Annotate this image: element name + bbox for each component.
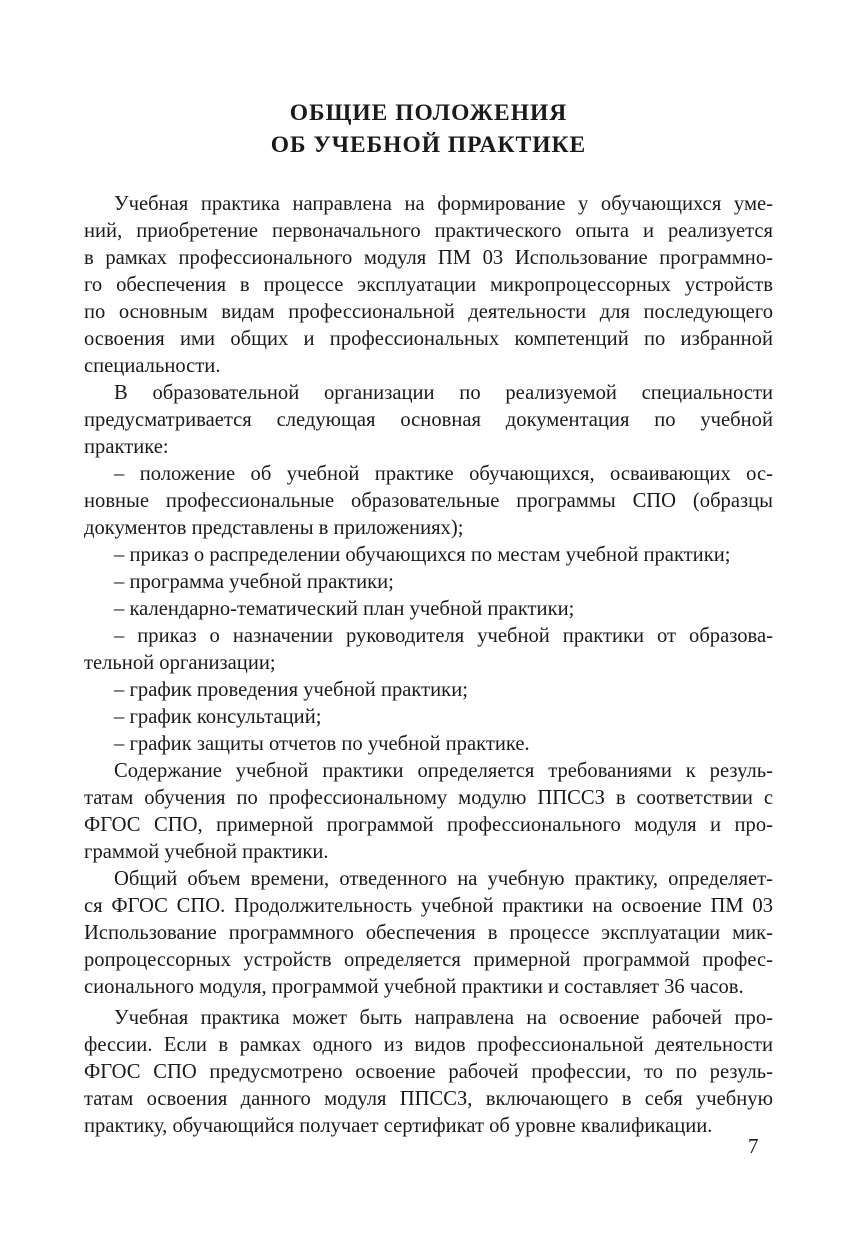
- text-line: го обеспечения в процессе эксплуатации микропроцессорных устройств: [84, 274, 773, 296]
- page-number: 7: [748, 1134, 759, 1158]
- list-item: [84, 596, 773, 623]
- text-line: Общий объем времени, отведенного на учебную практику, определяет-: [114, 868, 773, 890]
- list-item: [84, 677, 773, 704]
- text-line: – приказ о назначении руководителя учебной практики от образова-: [114, 625, 773, 647]
- page-title: [0, 97, 857, 161]
- text-line: – график проведения учебной практики;: [114, 679, 468, 701]
- text-line: тельной организации;: [84, 652, 276, 674]
- text-line: Учебная практика может быть направлена на освоение рабочей про-: [114, 1007, 773, 1029]
- text-line: – положение об учебной практике обучающихся, осваивающих ос-: [114, 463, 773, 485]
- text-line: Содержание учебной практики определяется требованиями к резуль-: [114, 760, 773, 782]
- list-item: [84, 704, 773, 731]
- text-line: – календарно-тематический план учебной практики;: [114, 598, 575, 620]
- text-line: ся ФГОС СПО. Продолжительность учебной практики на освоение ПМ 03: [84, 895, 773, 917]
- list-item: [84, 623, 773, 677]
- text-line: предусматривается следующая основная документация по учебной: [84, 409, 773, 431]
- text-line: в рамках профессионального модуля ПМ 03 Использование программно-: [84, 247, 773, 269]
- list-item: [84, 461, 773, 542]
- list-item: [84, 569, 773, 596]
- text-line: ний, приобретение первоначального практического опыта и реализуется: [84, 220, 773, 242]
- text-line: Использование программного обеспечения в процессе эксплуатации мик-: [84, 922, 773, 944]
- text-line: граммой учебной практики.: [84, 841, 329, 863]
- paragraph: [84, 191, 773, 380]
- text-line: сионального модуля, программой учебной практики и составляет 36 часов.: [84, 976, 744, 998]
- text-line: ФГОС СПО, примерной программой профессионального модуля и про-: [84, 814, 773, 836]
- paragraph: [84, 758, 773, 866]
- list-item: [84, 731, 773, 758]
- text-line: ФГОС СПО предусмотрено освоение рабочей профессии, то по резуль-: [84, 1061, 773, 1083]
- text-line: татам освоения данного модуля ППССЗ, включающего в себя учебную: [84, 1088, 773, 1110]
- text-line: фессии. Если в рамках одного из видов профессиональной деятельности: [84, 1034, 773, 1056]
- paragraph: [84, 1005, 773, 1140]
- text-line: документов представлены в приложениях);: [84, 517, 464, 539]
- text-line: практике:: [84, 436, 169, 458]
- text-line: Учебная практика направлена на формирование у обучающихся уме-: [114, 193, 773, 215]
- list-item: [84, 542, 773, 569]
- text-line: практику, обучающийся получает сертификат об уровне квалификации.: [84, 1115, 713, 1137]
- title-line-2: ОБ УЧЕБНОЙ ПРАКТИКЕ: [270, 132, 587, 158]
- text-line: В образовательной организации по реализуемой специальности: [114, 382, 773, 404]
- text-line: – график защиты отчетов по учебной практике.: [114, 733, 530, 755]
- text-line: татам обучения по профессиональному модулю ППССЗ в соответствии с: [84, 787, 773, 809]
- body-text: [84, 191, 773, 1140]
- title-line-1: ОБЩИЕ ПОЛОЖЕНИЯ: [289, 100, 568, 126]
- text-line: по основным видам профессиональной деятельности для последующего: [84, 301, 773, 323]
- text-line: – приказ о распределении обучающихся по местам учебной практики;: [114, 544, 731, 566]
- text-line: – график консультаций;: [114, 706, 322, 728]
- text-line: новные профессиональные образовательные программы СПО (образцы: [84, 490, 773, 512]
- text-line: ропроцессорных устройств определяется примерной программой профес-: [84, 949, 773, 971]
- text-line: специальности.: [84, 355, 221, 377]
- text-line: освоения ими общих и профессиональных компетенций по избранной: [84, 328, 773, 350]
- paragraph: [84, 380, 773, 461]
- paragraph: [84, 866, 773, 1001]
- text-line: – программа учебной практики;: [114, 571, 394, 593]
